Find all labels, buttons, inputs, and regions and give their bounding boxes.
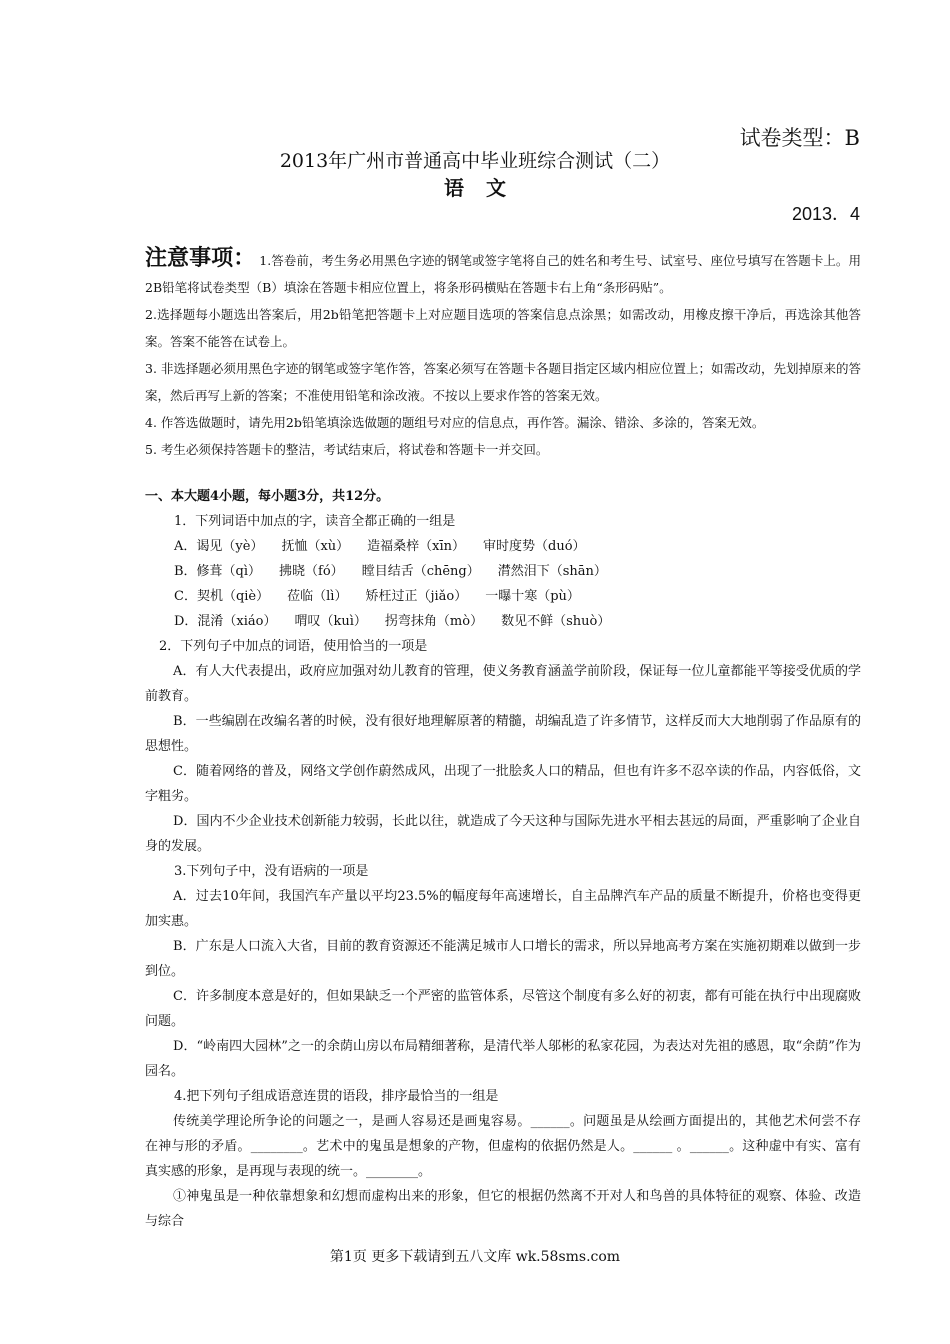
notice-heading: 注意事项： — [145, 245, 256, 270]
question-2-option-b: B．一些编剧在改编名著的时候，没有很好地理解原著的精髓，胡编乱造了许多情节，这样反而大大地削弱了作品原有的思想性。 — [145, 714, 861, 754]
question-1-option-a: A．谒见（yè） 抚恤（xù） 造福桑梓（xīn） 审时度势（duó） — [174, 539, 586, 554]
section-heading: 一、本大题4小题，每小题3分，共12分。 — [145, 489, 390, 504]
exam-type-label: 试卷类型：B — [739, 126, 860, 150]
question-3-option-b: B．广东是人口流入大省，目前的教育资源还不能满足城市人口增长的需求，所以异地高考方案在实施初期难以做到一步到位。 — [145, 939, 861, 979]
question-3-stem: 3.下列句子中，没有语病的一项是 — [174, 864, 369, 879]
question-3-option-c: C．许多制度本意是好的，但如果缺乏一个严密的监管体系，尽管这个制度有多么好的初衷，都有可能在执行中出现腐败问题。 — [145, 989, 861, 1029]
question-4-stem: 4.把下列句子组成语意连贯的语段，排序最恰当的一组是 — [174, 1089, 499, 1104]
question-1-option-d: D．混淆（xiáo） 喟叹（kuì） 拐弯抹角（mò） 数见不鲜（shuò） — [174, 614, 611, 629]
question-1-stem: 1．下列词语中加点的字，读音全都正确的一组是 — [174, 514, 456, 529]
question-2-option-d: D．国内不少企业技术创新能力较弱，长此以往，就造成了今天这种与国际先进水平相去甚远的局面，严重影响了企业自身的发展。 — [145, 814, 861, 854]
section-1 — [145, 484, 861, 1234]
question-2-option-a: A．有人大代表提出，政府应加强对幼儿教育的管理，使义务教育涵盖学前阶段，保证每一位儿童都能平等接受优质的学前教育。 — [145, 664, 861, 704]
notice-item-1: 注意事项： 1.答卷前，考生务必用黑色字迹的钢笔或签字笔将自己的姓名和考生号、试室号、座位号填写在答题卡上。用2B铅笔将试卷类型（B）填涂在答题卡相应位置上，将条形码横贴在答题卡右上角“条形码贴”。 — [145, 245, 861, 295]
notice-item-5: 5. 考生必须保持答题卡的整洁，考试结束后，将试卷和答题卡一并交回。 — [145, 442, 549, 457]
notice-block — [145, 244, 861, 463]
notice-item-2: 2.选择题每小题选出答案后，用2b铅笔把答题卡上对应题目选项的答案信息点涂黑；如需改动，用橡皮擦干净后，再选涂其他答案。答案不能答在试卷上。 — [145, 307, 861, 349]
exam-date: 2013．4 — [791, 204, 860, 224]
question-3-option-d: D．“岭南四大园林”之一的余荫山房以布局精细著称，是清代举人邬彬的私家花园，为表达对先祖的感恩，取“余荫”作为园名。 — [145, 1039, 861, 1079]
question-1-option-c: C．契机（qiè） 莅临（lì） 矫枉过正（jiǎo） 一曝十寒（pù） — [174, 589, 580, 604]
page-footer: 第1页 更多下载请到五八文库 wk.58sms.com — [329, 1249, 621, 1265]
notice-item-3: 3. 非选择题必须用黑色字迹的钢笔或签字笔作答，答案必须写在答题卡各题目指定区域内相应位置上；如需改动，先划掉原来的答案，然后再写上新的答案；不准使用铅笔和涂改液。不按以上要求作答的答案无效。 — [145, 361, 861, 403]
question-2-stem: 2．下列句子中加点的词语，使用恰当的一项是 — [159, 639, 428, 654]
question-1-option-b: B．修葺（qì） 拂晓（fó） 瞠目结舌（chēng） 潸然泪下（shān） — [174, 564, 607, 579]
question-3-option-a: A．过去10年间，我国汽车产量以平均23.5%的幅度每年高速增长，自主品牌汽车产品的质量不断提升，价格也变得更加实惠。 — [145, 889, 861, 929]
notice-item-4: 4. 作答选做题时，请先用2b铅笔填涂选做题的题组号对应的信息点，再作答。漏涂、错涂、多涂的，答案无效。 — [145, 415, 765, 430]
exam-title: 2013年广州市普通高中毕业班综合测试（二） — [279, 150, 671, 172]
question-4-item-1: ①神鬼虽是一种依靠想象和幻想而虚构出来的形象，但它的根据仍然离不开对人和鸟兽的具体特征的观察、体验、改造与综合 — [145, 1189, 861, 1229]
subject-title: 语文 — [444, 176, 528, 200]
question-2-option-c: C．随着网络的普及，网络文学创作蔚然成风，出现了一批脍炙人口的精品，但也有许多不忍卒读的作品，内容低俗，文字粗劣。 — [145, 764, 861, 804]
question-4-passage: 传统美学理论所争论的问题之一，是画人容易还是画鬼容易。______。问题虽是从绘画方面提出的，其他艺术何尝不存在神与形的矛盾。________。艺术中的鬼虽是想象的产物，但虚构的依据仍然是人。______ 。______。这种虚中有实、富有真实感的形象，是再现与表现的统一。________。 — [145, 1114, 861, 1179]
